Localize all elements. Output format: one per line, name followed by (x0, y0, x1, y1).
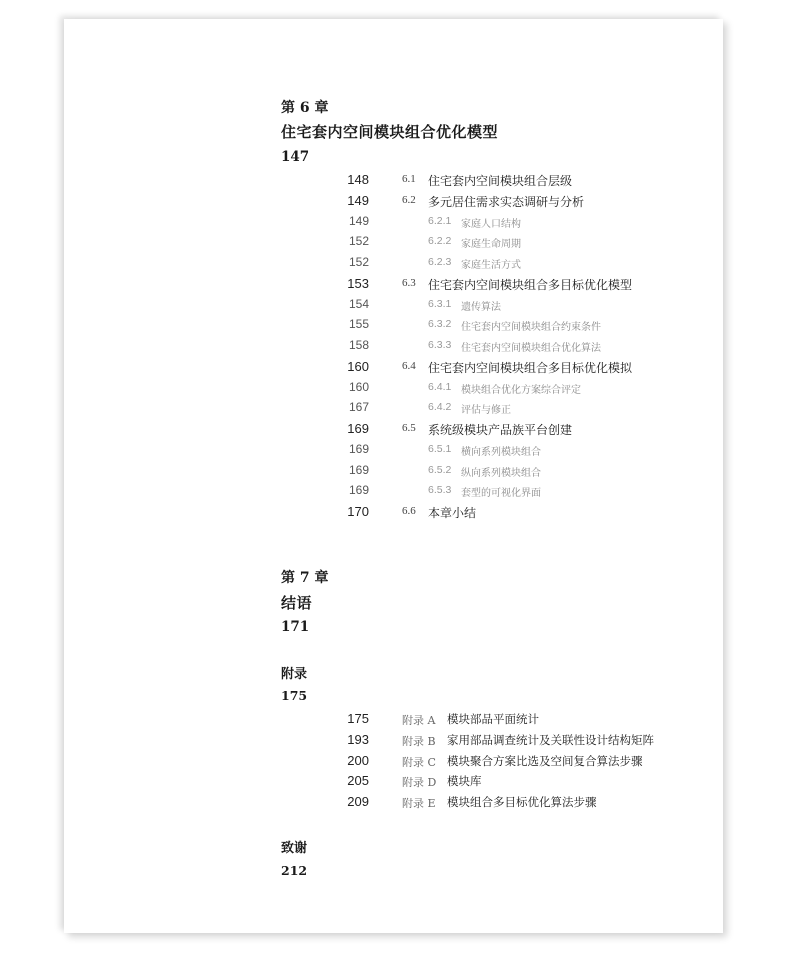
toc-entry (0, 483, 790, 503)
toc-page-number: 148 (347, 172, 369, 187)
toc-entry (0, 193, 790, 213)
toc-section-number: 6.4.2 (428, 401, 452, 414)
toc-page-number: 169 (347, 421, 369, 436)
toc-section-title: 住宅套内空间模块组合层级 (428, 174, 573, 188)
toc-section-number: 6.5.3 (428, 484, 452, 497)
toc-section-number: 6.3.1 (428, 297, 452, 310)
appendix-page-number: 193 (347, 731, 369, 747)
appendix-title: 模块组合多目标优化算法步骤 (447, 795, 597, 809)
toc-section-title: 横向系列模块组合 (461, 446, 541, 458)
toc-entry (0, 380, 790, 400)
toc-entry (0, 463, 790, 483)
toc-entry (0, 504, 790, 524)
appendix-title: 家用部品调查统计及关联性设计结构矩阵 (447, 732, 654, 747)
toc-entry (0, 255, 790, 275)
appendix-page-number: 175 (347, 711, 369, 726)
chapter-6-page: 147 (281, 149, 310, 165)
toc-page-number: 152 (348, 255, 369, 269)
toc-page-number: 167 (348, 400, 369, 415)
toc-section-number: 6.6 (402, 505, 416, 517)
toc-section-number: 6.2 (402, 193, 416, 206)
toc-page-number: 169 (348, 462, 369, 477)
appendix-page-number: 200 (347, 752, 369, 768)
toc-entry (0, 400, 790, 420)
toc-section-number: 6.1 (402, 173, 416, 185)
toc-page-number: 152 (348, 234, 369, 249)
appendix-title: 模块库 (447, 774, 482, 789)
toc-page-number: 155 (348, 317, 369, 332)
toc-section-number: 6.3.3 (428, 339, 452, 351)
chapter-7-page: 171 (281, 619, 310, 635)
toc-entry (0, 442, 790, 462)
toc-entry (0, 317, 790, 337)
toc-entry (0, 338, 790, 358)
chapter-7-label: 第 7 章 (281, 570, 329, 586)
toc-section-number: 6.4.1 (428, 380, 452, 393)
toc-section-title: 家庭生活方式 (461, 260, 521, 271)
toc-section-number: 6.3 (402, 276, 416, 289)
toc-section-number: 6.2.2 (428, 235, 452, 248)
toc-page-number: 170 (347, 504, 369, 519)
appendix-title: 模块部品平面统计 (447, 712, 539, 726)
toc-section-number: 6.5 (402, 422, 416, 434)
toc-section-title: 遗传算法 (461, 301, 501, 313)
appendix-entry (0, 794, 790, 814)
toc-page-number: 154 (348, 296, 369, 311)
toc-page-number: 160 (348, 379, 369, 394)
toc-section-title: 纵向系列模块组合 (461, 467, 541, 479)
appendix-entry (0, 711, 790, 731)
toc-entry (0, 276, 790, 296)
toc-section-title: 套型的可视化界面 (461, 488, 541, 500)
toc-section-title: 家庭人口结构 (461, 218, 521, 230)
toc-section-title: 本章小结 (428, 506, 477, 520)
toc-section-title: 评估与修正 (461, 405, 511, 417)
toc-section-title: 系统级模块产品族平台创建 (428, 423, 573, 437)
toc-section-title: 住宅套内空间模块组合优化算法 (461, 343, 601, 354)
appendix-page: 175 (281, 688, 308, 703)
toc-section-title: 多元居住需求实态调研与分析 (428, 194, 585, 209)
toc-section-title: 住宅套内空间模块组合多目标优化模型 (428, 277, 633, 292)
appendix-heading: 附录 (281, 667, 308, 682)
toc-entry (0, 172, 790, 192)
chapter-6-title: 住宅套内空间模块组合优化模型 (281, 123, 499, 141)
toc-page-number: 169 (348, 483, 369, 498)
appendix-label: 附录 C (402, 755, 436, 769)
appendix-label: 附录 D (402, 776, 437, 790)
toc-section-title: 家庭生命周期 (461, 239, 521, 251)
appendix-label: 附录 E (402, 797, 436, 810)
toc-section-number: 6.2.1 (428, 214, 452, 227)
toc-page-number: 160 (347, 358, 369, 374)
toc-page-number: 169 (348, 441, 369, 456)
toc-section-title: 住宅套内空间模块组合多目标优化模拟 (428, 360, 633, 375)
toc-entry (0, 214, 790, 234)
toc-entry (0, 359, 790, 379)
toc-section-number: 6.5.2 (428, 463, 452, 476)
appendix-title: 模块聚合方案比选及空间复合算法步骤 (447, 753, 643, 768)
acknowledgements-page: 212 (281, 863, 308, 878)
toc-section-title: 住宅套内空间模块组合约束条件 (461, 322, 601, 334)
appendix-page-number: 209 (347, 794, 369, 809)
appendix-entry (0, 732, 790, 752)
toc-section-title: 模块组合优化方案综合评定 (461, 384, 581, 396)
appendix-label: 附录 A (402, 714, 436, 727)
appendix-entry (0, 773, 790, 793)
toc-page-number: 153 (347, 275, 369, 291)
toc-page-number: 149 (348, 213, 369, 228)
toc-page-number: 158 (348, 338, 369, 352)
appendix-entry (0, 753, 790, 773)
appendix-page-number: 205 (347, 773, 369, 789)
acknowledgements-heading: 致谢 (281, 841, 308, 856)
toc-entry (0, 297, 790, 317)
toc-entry (0, 421, 790, 441)
chapter-6-label: 第 6 章 (281, 100, 329, 116)
toc-entry (0, 234, 790, 254)
toc-section-number: 6.3.2 (428, 318, 452, 331)
toc-section-number: 6.5.1 (428, 442, 452, 455)
toc-page-number: 149 (347, 192, 369, 208)
toc-section-number: 6.2.3 (428, 256, 452, 268)
toc-section-number: 6.4 (402, 359, 416, 372)
chapter-7-title: 结语 (281, 594, 313, 612)
appendix-label: 附录 B (402, 734, 436, 748)
